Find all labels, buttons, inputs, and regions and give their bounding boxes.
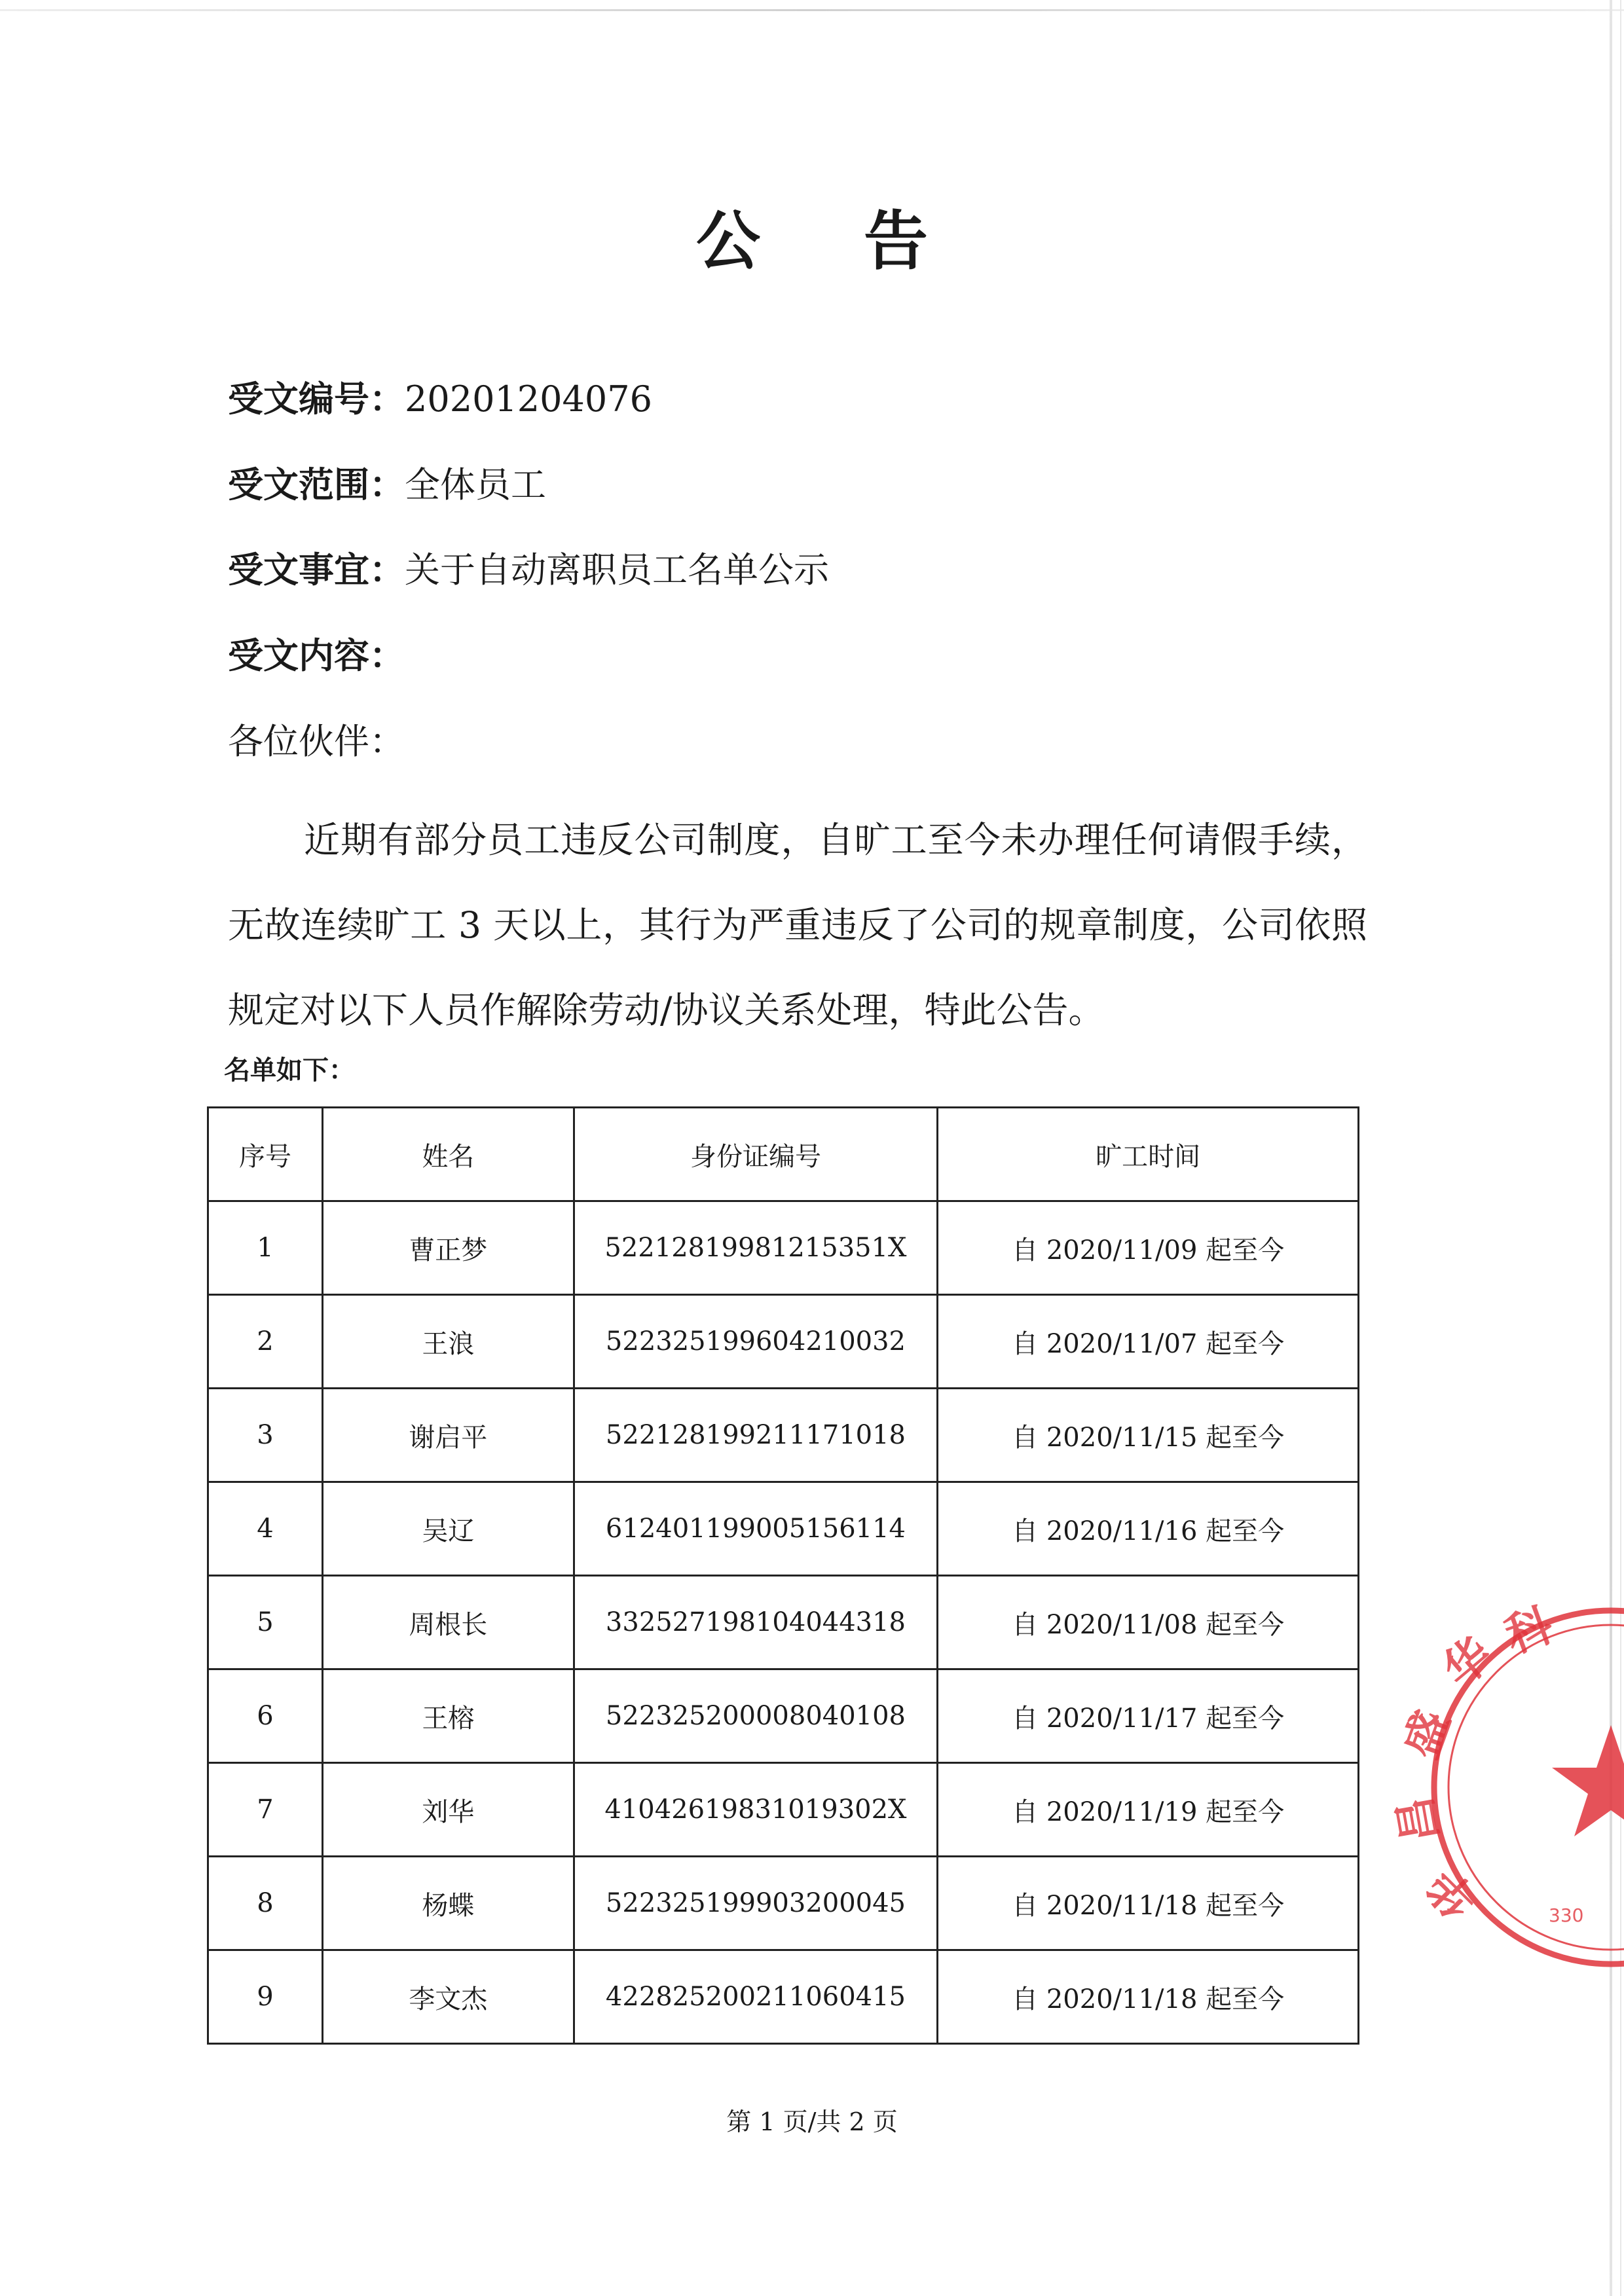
cell-name: 李文杰	[322, 1950, 574, 2044]
table-row	[208, 1669, 1359, 1763]
field-label: 受文内容：	[228, 635, 405, 676]
cell-name: 周根长	[322, 1576, 574, 1669]
field-scope	[228, 462, 546, 509]
table-header-row	[208, 1108, 1359, 1201]
header-absence-time: 旷工时间	[938, 1108, 1359, 1201]
cell-name: 杨蝶	[322, 1857, 574, 1950]
cell-time: 自 2020/11/19 起至今	[938, 1763, 1359, 1857]
cell-no: 3	[208, 1389, 323, 1482]
cell-no: 6	[208, 1669, 323, 1763]
svg-text:盛: 盛	[1393, 1703, 1460, 1765]
field-doc-number	[228, 376, 652, 423]
cell-time: 自 2020/11/08 起至今	[938, 1576, 1359, 1669]
table-row	[208, 1482, 1359, 1576]
table-row	[208, 1763, 1359, 1857]
svg-text:华: 华	[1433, 1627, 1503, 1698]
cell-id: 422825200211060415	[574, 1950, 938, 2044]
table-row	[208, 1389, 1359, 1482]
cell-id: 332527198104044318	[574, 1576, 938, 1669]
field-label: 受文事宜：	[228, 549, 405, 591]
cell-id: 612401199005156114	[574, 1482, 938, 1576]
field-value: 关于自动离职员工名单公示	[405, 549, 829, 591]
field-value: 全体员工	[405, 464, 546, 505]
cell-name: 王浪	[322, 1295, 574, 1389]
svg-text:昌: 昌	[1387, 1793, 1449, 1848]
greeting: 各位伙伴：	[228, 721, 405, 762]
cell-time: 自 2020/11/16 起至今	[938, 1482, 1359, 1576]
cell-name: 吴辽	[322, 1482, 574, 1576]
body-paragraph: 近期有部分员工违反公司制度，自旷工至今未办理任何请假手续，无故连续旷工 3 天以上，其行为严重违反了公司的规章制度，公司依照规定对以下人员作解除劳动/协议关系处理，特此公告。	[228, 819, 1367, 1031]
company-seal-stamp	[1387, 1591, 1617, 1931]
cell-time: 自 2020/11/09 起至今	[938, 1201, 1359, 1295]
cell-id: 52212819981215351X	[574, 1201, 938, 1295]
table-row	[208, 1950, 1359, 2044]
header-name: 姓名	[322, 1108, 574, 1201]
list-label: 名单如下：	[224, 1055, 355, 1085]
cell-name: 王榕	[322, 1669, 574, 1763]
header-id-number: 身份证编号	[574, 1108, 938, 1201]
cell-id: 522325200008040108	[574, 1669, 938, 1763]
cell-time: 自 2020/11/18 起至今	[938, 1950, 1359, 2044]
cell-time: 自 2020/11/17 起至今	[938, 1669, 1359, 1763]
field-subject	[228, 547, 829, 594]
svg-text:科: 科	[1498, 1597, 1560, 1664]
cell-no: 2	[208, 1295, 323, 1389]
cell-id: 41042619831019302X	[574, 1763, 938, 1857]
cell-id: 522325199903200045	[574, 1857, 938, 1950]
cell-time: 自 2020/11/07 起至今	[938, 1295, 1359, 1389]
cell-no: 1	[208, 1201, 323, 1295]
seal-graphic	[1387, 1591, 1617, 1931]
field-label: 受文范围：	[228, 464, 405, 505]
page-number: 第 1 页/共 2 页	[726, 2107, 898, 2136]
header-no: 序号	[208, 1108, 323, 1201]
field-label: 受文编号：	[228, 378, 405, 420]
page-title: 公 告	[695, 204, 969, 279]
svg-text:华: 华	[1417, 1858, 1488, 1929]
cell-no: 4	[208, 1482, 323, 1576]
cell-no: 9	[208, 1950, 323, 2044]
cell-name: 谢启平	[322, 1389, 574, 1482]
table-row	[208, 1857, 1359, 1950]
scan-edge-right-inner	[1620, 0, 1621, 2296]
cell-time: 自 2020/11/18 起至今	[938, 1857, 1359, 1950]
employee-table	[207, 1106, 1359, 2045]
table-row	[208, 1295, 1359, 1389]
cell-no: 5	[208, 1576, 323, 1669]
scan-edge-right	[1610, 0, 1612, 2296]
cell-name: 刘华	[322, 1763, 574, 1857]
field-value: 20201204076	[405, 378, 652, 420]
field-content	[228, 632, 405, 680]
table-row	[208, 1576, 1359, 1669]
cell-id: 522325199604210032	[574, 1295, 938, 1389]
cell-no: 7	[208, 1763, 323, 1857]
table-row	[208, 1201, 1359, 1295]
scan-edge-top	[0, 9, 1624, 11]
cell-no: 8	[208, 1857, 323, 1950]
cell-time: 自 2020/11/15 起至今	[938, 1389, 1359, 1482]
seal-star-icon	[1552, 1725, 1624, 1836]
seal-number: 330	[1549, 1904, 1584, 1926]
cell-name: 曹正梦	[322, 1201, 574, 1295]
cell-id: 522128199211171018	[574, 1389, 938, 1482]
